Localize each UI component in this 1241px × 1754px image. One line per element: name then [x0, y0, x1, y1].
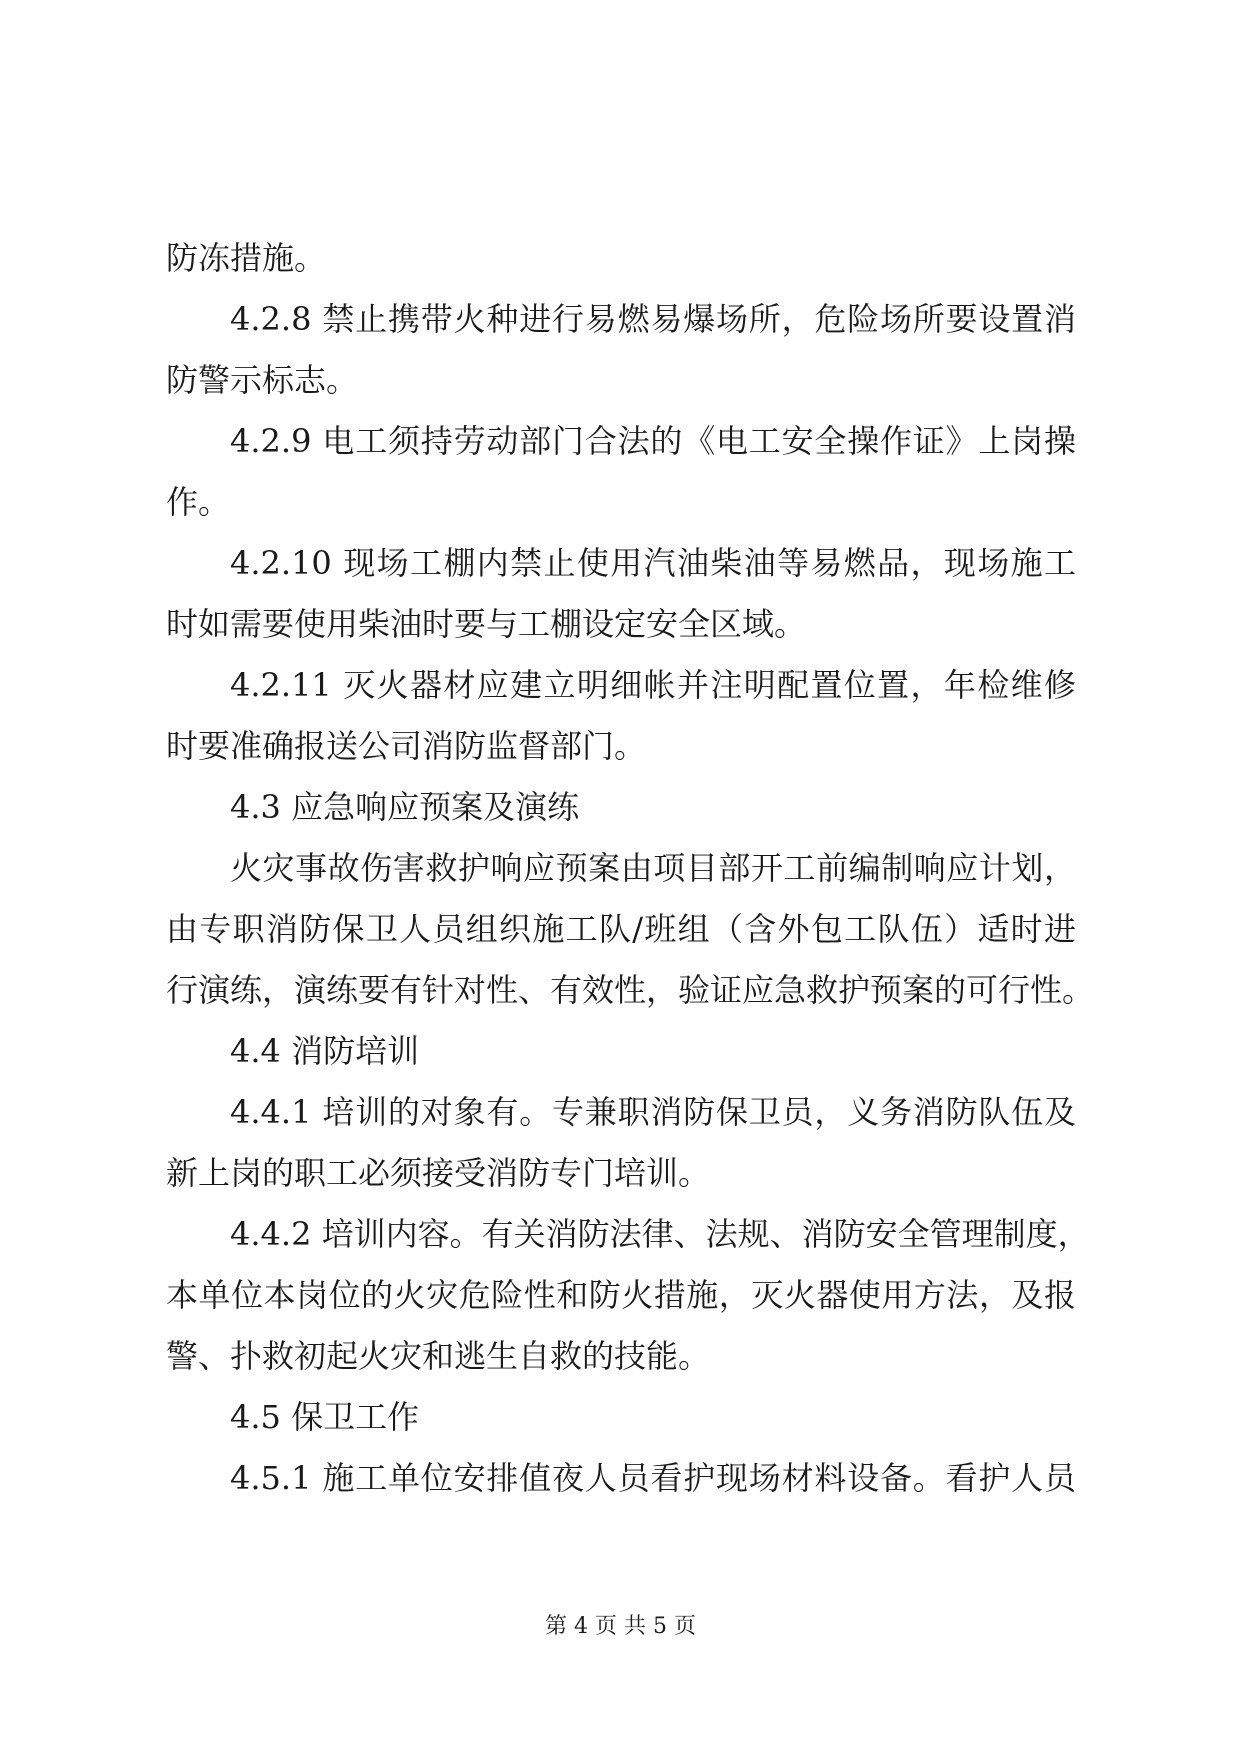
text-line: 火灾事故伤害救护响应预案由项目部开工前编制响应计划， [230, 849, 1076, 887]
text-line: 本单位本岗位的火灾危险性和防火措施，灭火器使用方法，及报 [166, 1276, 1076, 1314]
text-line: 时要准确报送公司消防监督部门。 [166, 727, 647, 765]
text-line: 新上岗的职工必须接受消防专门培训。 [166, 1154, 711, 1192]
text-line: 警、扑救初起火灾和逃生自救的技能。 [166, 1337, 711, 1375]
text-line: 行演练，演练要有针对性、有效性，验证应急救护预案的可行性。 [166, 971, 1095, 1009]
text-line: 4.4 消防培训 [230, 1032, 420, 1070]
text-line: 4.2.8 禁止携带火种进行易燃易爆场所，危险场所要设置消 [230, 300, 1076, 338]
text-line: 4.5 保卫工作 [230, 1398, 420, 1436]
text-line: 4.2.11 灭火器材应建立明细帐并注明配置位置，年检维修 [230, 666, 1076, 704]
page-footer: 第 4 页 共 5 页 [545, 1614, 696, 1639]
text-line: 防警示标志。 [166, 361, 359, 399]
text-line: 作。 [166, 483, 231, 521]
document-body [166, 228, 1095, 1509]
text-line: 4.5.1 施工单位安排值夜人员看护现场材料设备。看护人员 [230, 1459, 1076, 1497]
text-line: 4.2.9 电工须持劳动部门合法的《电工安全操作证》上岗操 [230, 422, 1076, 460]
text-line: 由专职消防保卫人员组织施工队/班组（含外包工队伍）适时进 [166, 910, 1076, 948]
text-line: 防冻措施。 [166, 239, 327, 277]
text-line: 4.4.2 培训内容。有关消防法律、法规、消防安全管理制度， [230, 1215, 1090, 1253]
text-line: 时如需要使用柴油时要与工棚设定安全区域。 [166, 605, 807, 643]
text-line: 4.2.10 现场工棚内禁止使用汽油柴油等易燃品，现场施工 [230, 544, 1076, 582]
text-line: 4.4.1 培训的对象有。专兼职消防保卫员，义务消防队伍及 [230, 1093, 1076, 1131]
text-line: 4.3 应急响应预案及演练 [230, 788, 580, 826]
